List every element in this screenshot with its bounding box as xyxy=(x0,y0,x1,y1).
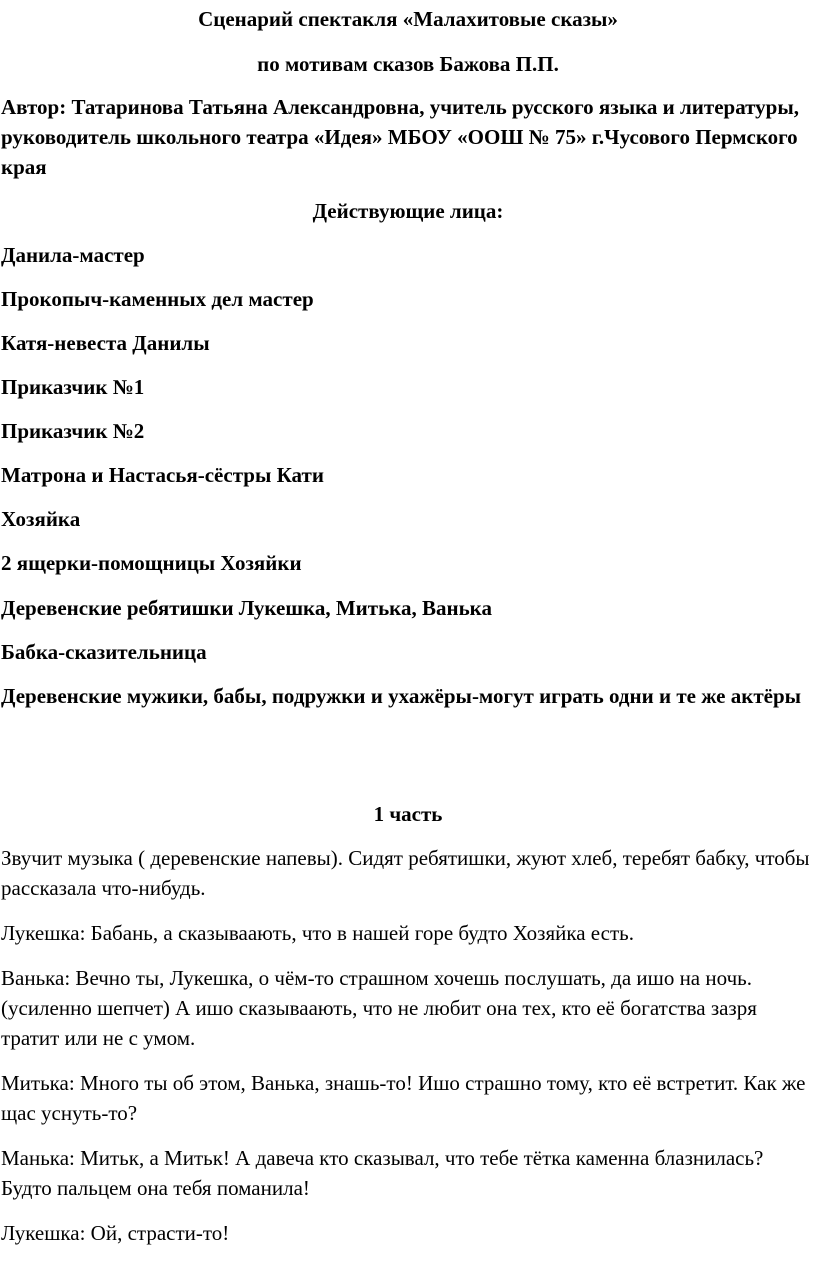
cast-item: Матрона и Настасья-сёстры Кати xyxy=(1,463,324,487)
part-heading: 1 часть xyxy=(373,802,443,826)
author-info: Автор: Татаринова Татьяна Александровна, учитель русского языка и литературы, руководитель школьного театра «Идея» МБОУ «ООШ № 75» г.Чусового Пермского края xyxy=(1,95,800,179)
script-paragraph: Манька: Митьк, а Митьк! А давеча кто сказывал, что тебе тётка каменна блазнилась? Будто пальцем она тебя поманила! xyxy=(1,1146,764,1200)
cast-item: 2 ящерки-помощницы Хозяйки xyxy=(1,551,302,575)
document-subtitle: по мотивам сказов Бажова П.П. xyxy=(257,52,559,76)
cast-item: Данила-мастер xyxy=(1,243,145,267)
cast-item: Деревенские ребятишки Лукешка, Митька, Ванька xyxy=(1,596,492,620)
script-paragraph: Лукешка: Ой, страсти-то! xyxy=(1,1221,230,1245)
script-paragraph: Митька: Много ты об этом, Ванька, знашь-то! Ишо страшно тому, кто её встретит. Как же щас уснуть-то? xyxy=(1,1071,806,1125)
script-paragraph: Ванька: Вечно ты, Лукешка, о чём-то страшном хочешь послушать, да ишо на ночь.(усиленно шепчет) А ишо сказываають, что не любит она тех, кто её богатства зазря тратит или не с умом. xyxy=(1,966,757,1050)
cast-item: Приказчик №2 xyxy=(1,419,145,443)
cast-item: Катя-невеста Данилы xyxy=(1,331,210,355)
cast-item: Приказчик №1 xyxy=(1,375,145,399)
script-paragraph: Лукешка: Бабань, а сказываають, что в нашей горе будто Хозяйка есть. xyxy=(1,921,634,945)
cast-item: Деревенские мужики, бабы, подружки и ухажёры-могут играть одни и те же актёры xyxy=(1,684,802,708)
script-paragraph: Звучит музыка ( деревенские напевы). Сидят ребятишки, жуют хлеб, теребят бабку, чтобы рассказала что-нибудь. xyxy=(1,846,810,900)
cast-item: Прокопыч-каменных дел мастер xyxy=(1,287,314,311)
document-title: Сценарий спектакля «Малахитовые сказы» xyxy=(198,7,618,31)
cast-item: Хозяйка xyxy=(1,507,81,531)
cast-heading: Действующие лица: xyxy=(312,199,504,223)
cast-item: Бабка-сказительница xyxy=(1,640,207,664)
